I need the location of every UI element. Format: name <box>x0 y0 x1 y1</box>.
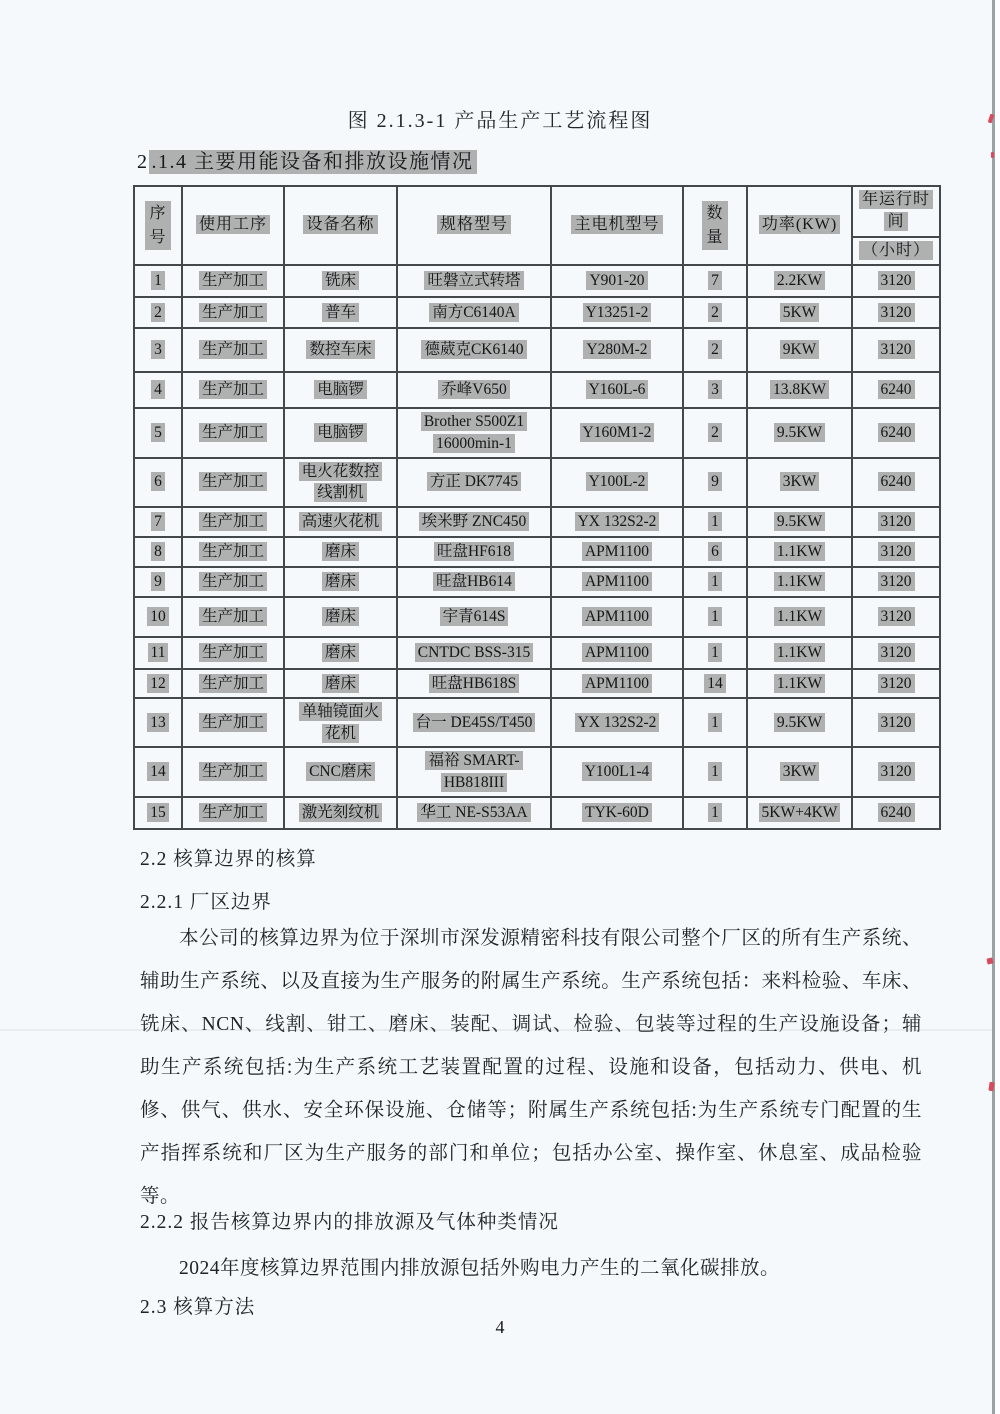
section-title-22: 2.2 核算边界的核算 <box>140 849 317 870</box>
table-cell: 9 <box>134 567 182 597</box>
table-cell: 电脑锣 <box>284 408 397 457</box>
header-cell-hours-unit: （小时） <box>852 237 940 265</box>
table-cell: 13 <box>134 698 182 747</box>
equipment-table <box>133 185 941 830</box>
table-row <box>134 669 940 698</box>
table-cell: 6240 <box>852 458 940 507</box>
table-cell: 生产加工 <box>182 797 284 829</box>
table-cell: 生产加工 <box>182 297 284 328</box>
table-cell: Y100L-2 <box>551 458 683 507</box>
table-cell: 1 <box>683 698 747 747</box>
table-cell: 1.1KW <box>747 567 852 597</box>
table-cell: 3120 <box>852 265 940 297</box>
table-cell: 4 <box>134 372 182 408</box>
table-cell: 3120 <box>852 507 940 537</box>
figure-caption: 图 2.1.3-1 产品生产工艺流程图 <box>347 110 653 132</box>
table-cell: 乔峰V650 <box>397 372 551 408</box>
table-cell: 5 <box>134 408 182 457</box>
table-cell: APM1100 <box>551 567 683 597</box>
table-cell: 生产加工 <box>182 265 284 297</box>
table-cell: Y280M-2 <box>551 328 683 372</box>
table-cell: 1.1KW <box>747 637 852 669</box>
table-cell: 3120 <box>852 698 940 747</box>
table-cell: 5KW+4KW <box>747 797 852 829</box>
table-cell: 3120 <box>852 637 940 669</box>
table-cell: TYK-60D <box>551 797 683 829</box>
header-cell-power: 功率(KW) <box>747 186 852 265</box>
table-cell: 3120 <box>852 537 940 567</box>
table-cell: 3120 <box>852 297 940 328</box>
table-cell: 1.1KW <box>747 597 852 637</box>
table-cell: YX 132S2-2 <box>551 698 683 747</box>
table-cell: 磨床 <box>284 669 397 698</box>
table-cell: 宇青614S <box>397 597 551 637</box>
table-cell: 电脑锣 <box>284 372 397 408</box>
table-cell: 2.2KW <box>747 265 852 297</box>
table-cell: 电火花数控 线割机 <box>284 458 397 507</box>
page-number: 4 <box>495 1317 505 1337</box>
table-cell: 铣床 <box>284 265 397 297</box>
table-cell: 生产加工 <box>182 567 284 597</box>
table-cell: 生产加工 <box>182 507 284 537</box>
table-cell: 生产加工 <box>182 698 284 747</box>
table-cell: 台一 DE45S/T450 <box>397 698 551 747</box>
header-cell-process: 使用工序 <box>182 186 284 265</box>
red-ink-speck <box>986 957 993 964</box>
table-row <box>134 507 940 537</box>
table-cell: 3 <box>683 372 747 408</box>
header-cell-index: 序号 <box>134 186 182 265</box>
table-cell: 3KW <box>747 747 852 796</box>
table-cell: 生产加工 <box>182 637 284 669</box>
header-cell-equipment-name: 设备名称 <box>284 186 397 265</box>
table-row <box>134 297 940 328</box>
scan-edge-line <box>992 0 995 1414</box>
table-cell: 福裕 SMART- HB818III <box>397 747 551 796</box>
table-row <box>134 372 940 408</box>
table-cell: 生产加工 <box>182 328 284 372</box>
scan-streak-artifact <box>0 1029 992 1031</box>
table-cell: 14 <box>683 669 747 698</box>
table-cell: 9KW <box>747 328 852 372</box>
table-cell: 1 <box>683 797 747 829</box>
table-cell: 1 <box>134 265 182 297</box>
table-row <box>134 698 940 747</box>
table-row <box>134 265 940 297</box>
paragraph-factory-boundary: 本公司的核算边界为位于深圳市深发源精密科技有限公司整个厂区的所有生产系统、辅助生产系统、以及直接为生产服务的附属生产系统。生产系统包括：来料检验、车床、铣床、NCN、线割、钳工、磨床、装配、调试、检验、包装等过程的生产设施设备；辅助生产系统包括:为生产系统工艺装置配置的过程、设施和设备，包括动力、供电、机修、供气、供水、安全环保设施、仓储等；附属生产系统包括:为生产系统专门配置的生产指挥系统和厂区为生产服务的部门和单位；包括办公室、操作室、休息室、成品检验等。 <box>140 928 922 1207</box>
table-cell: 磨床 <box>284 597 397 637</box>
table-cell: YX 132S2-2 <box>551 507 683 537</box>
section-title-221: 2.2.1 厂区边界 <box>140 892 272 913</box>
table-cell: 15 <box>134 797 182 829</box>
table-cell: 3120 <box>852 747 940 796</box>
table-cell: APM1100 <box>551 669 683 698</box>
table-cell: 生产加工 <box>182 747 284 796</box>
table-row <box>134 567 940 597</box>
table-cell: 2 <box>134 297 182 328</box>
table-cell: CNTDC BSS-315 <box>397 637 551 669</box>
table-cell: 1.1KW <box>747 537 852 567</box>
table-cell: 2 <box>683 328 747 372</box>
table-cell: 生产加工 <box>182 372 284 408</box>
table-cell: 3120 <box>852 567 940 597</box>
header-cell-spec-model: 规格型号 <box>397 186 551 265</box>
equipment-table-body <box>134 265 940 829</box>
table-cell: 方正 DK7745 <box>397 458 551 507</box>
table-cell: 旺盘HF618 <box>397 537 551 567</box>
table-cell: 德葳克CK6140 <box>397 328 551 372</box>
table-cell: 旺盘HB618S <box>397 669 551 698</box>
table-cell: 1 <box>683 567 747 597</box>
table-row <box>134 408 940 457</box>
table-cell: 激光刻纹机 <box>284 797 397 829</box>
table-cell: 6240 <box>852 372 940 408</box>
table-cell: 7 <box>683 265 747 297</box>
table-cell: 3120 <box>852 597 940 637</box>
scan-edge-margin <box>995 0 1000 1414</box>
table-cell: 2 <box>683 297 747 328</box>
table-row <box>134 458 940 507</box>
table-cell: 9.5KW <box>747 698 852 747</box>
table-cell: 7 <box>134 507 182 537</box>
table-cell: 生产加工 <box>182 537 284 567</box>
section-heading-prefix: 2 <box>137 151 149 173</box>
table-cell: 1 <box>683 637 747 669</box>
table-cell: 2 <box>683 408 747 457</box>
table-cell: Y13251-2 <box>551 297 683 328</box>
section-title-222: 2.2.2 报告核算边界内的排放源及气体种类情况 <box>140 1212 559 1233</box>
table-row <box>134 597 940 637</box>
table-cell: Brother S500Z1 16000min-1 <box>397 408 551 457</box>
table-cell: 旺盘HB614 <box>397 567 551 597</box>
table-cell: CNC磨床 <box>284 747 397 796</box>
table-cell: 1 <box>683 747 747 796</box>
table-cell: 6240 <box>852 408 940 457</box>
section-heading-highlighted: .1.4 主要用能设备和排放设施情况 <box>149 150 477 174</box>
table-cell: Y160L-6 <box>551 372 683 408</box>
table-row <box>134 797 940 829</box>
header-cell-annual-hours: 年运行时间 <box>852 186 940 237</box>
table-cell: 14 <box>134 747 182 796</box>
table-cell: 1.1KW <box>747 669 852 698</box>
table-cell: 磨床 <box>284 567 397 597</box>
table-cell: 3KW <box>747 458 852 507</box>
table-cell: 9.5KW <box>747 408 852 457</box>
table-cell: 埃米野 ZNC450 <box>397 507 551 537</box>
table-cell: 磨床 <box>284 537 397 567</box>
table-cell: 1 <box>683 507 747 537</box>
table-cell: 单轴镜面火 花机 <box>284 698 397 747</box>
table-row <box>134 637 940 669</box>
table-cell: 13.8KW <box>747 372 852 408</box>
table-cell: 数控车床 <box>284 328 397 372</box>
header-cell-quantity: 数量 <box>683 186 747 265</box>
table-cell: 12 <box>134 669 182 698</box>
table-cell: 8 <box>134 537 182 567</box>
table-cell: 生产加工 <box>182 458 284 507</box>
table-cell: 9.5KW <box>747 507 852 537</box>
table-cell: APM1100 <box>551 637 683 669</box>
table-cell: 南方C6140A <box>397 297 551 328</box>
table-cell: 生产加工 <box>182 597 284 637</box>
section-title-23: 2.3 核算方法 <box>140 1297 256 1318</box>
table-cell: 华工 NE-S53AA <box>397 797 551 829</box>
table-cell: 9 <box>683 458 747 507</box>
table-cell: Y901-20 <box>551 265 683 297</box>
table-cell: 磨床 <box>284 637 397 669</box>
table-cell: 3 <box>134 328 182 372</box>
table-cell: 6 <box>134 458 182 507</box>
table-cell: APM1100 <box>551 537 683 567</box>
table-cell: 5KW <box>747 297 852 328</box>
table-cell: 6 <box>683 537 747 567</box>
table-cell: 1 <box>683 597 747 637</box>
table-cell: 3120 <box>852 669 940 698</box>
red-ink-speck <box>991 152 994 158</box>
table-cell: 10 <box>134 597 182 637</box>
table-cell: APM1100 <box>551 597 683 637</box>
table-cell: 3120 <box>852 328 940 372</box>
table-cell: Y100L1-4 <box>551 747 683 796</box>
table-cell: 高速火花机 <box>284 507 397 537</box>
table-cell: Y160M1-2 <box>551 408 683 457</box>
section-heading-214 <box>137 145 477 174</box>
table-row <box>134 537 940 567</box>
table-cell: 6240 <box>852 797 940 829</box>
table-cell: 生产加工 <box>182 669 284 698</box>
paragraph-emission-sources: 2024年度核算边界范围内排放源包括外购电力产生的二氧化碳排放。 <box>179 1258 781 1279</box>
table-cell: 旺磐立式转塔 <box>397 265 551 297</box>
table-cell: 生产加工 <box>182 408 284 457</box>
equipment-table-header <box>134 186 940 265</box>
table-cell: 普车 <box>284 297 397 328</box>
header-cell-motor-model: 主电机型号 <box>551 186 683 265</box>
table-cell: 11 <box>134 637 182 669</box>
table-row <box>134 328 940 372</box>
table-row <box>134 747 940 796</box>
